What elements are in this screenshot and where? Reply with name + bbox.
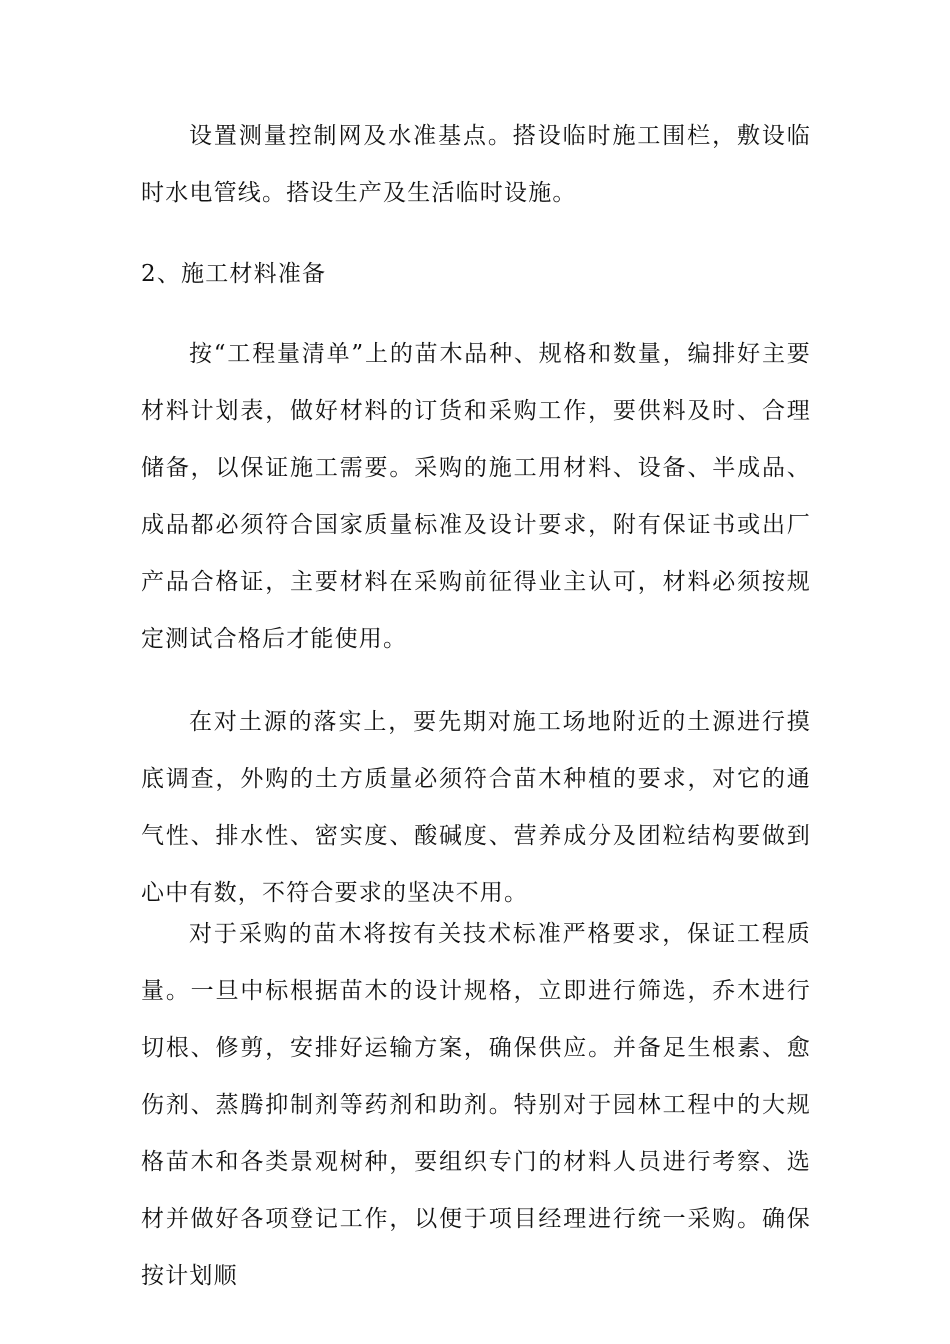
paragraph-seedling-purchase: 对于采购的苗木将按有关技术标准严格要求，保证工程质量。一旦中标根据苗木的设计规格，立即进行筛选，乔木进行切根、修剪，安排好运输方案，确保供应。并备足生根素、愈伤剂、蒸腾抑制剂等药剂和助剂。特别对于园林工程中的大规格苗木和各类景观树种，要组织专门的材料人员进行考察、选材并做好各项登记工作，以便于项目经理进行统一采购。确保按计划顺 xyxy=(141,921,811,1289)
paragraph-material-procurement: 按“工程量清单”上的苗木品种、规格和数量，编排好主要材料计划表，做好材料的订货和采购工作，要供料及时、合理储备，以保证施工需要。采购的施工用材料、设备、半成品、成品都必须符合国家质量标准及设计要求，附有保证书或出厂产品合格证，主要材料在采购前征得业主认可，材料必须按规定测试合格后才能使用。 xyxy=(141,341,811,652)
section-heading-materials: 2、施工材料准备 xyxy=(141,261,327,287)
paragraph-soil-source: 在对土源的落实上，要先期对施工场地附近的土源进行摸底调查，外购的土方质量必须符合苗木种植的要求，对它的通气性、排水性、密实度、酸碱度、营养成分及团粒结构要做到心中有数，不符合要求的坚决不用。 xyxy=(141,709,811,906)
paragraph-site-preparation: 设置测量控制网及水准基点。搭设临时施工围栏，敷设临时水电管线。搭设生产及生活临时设施。 xyxy=(141,123,811,206)
